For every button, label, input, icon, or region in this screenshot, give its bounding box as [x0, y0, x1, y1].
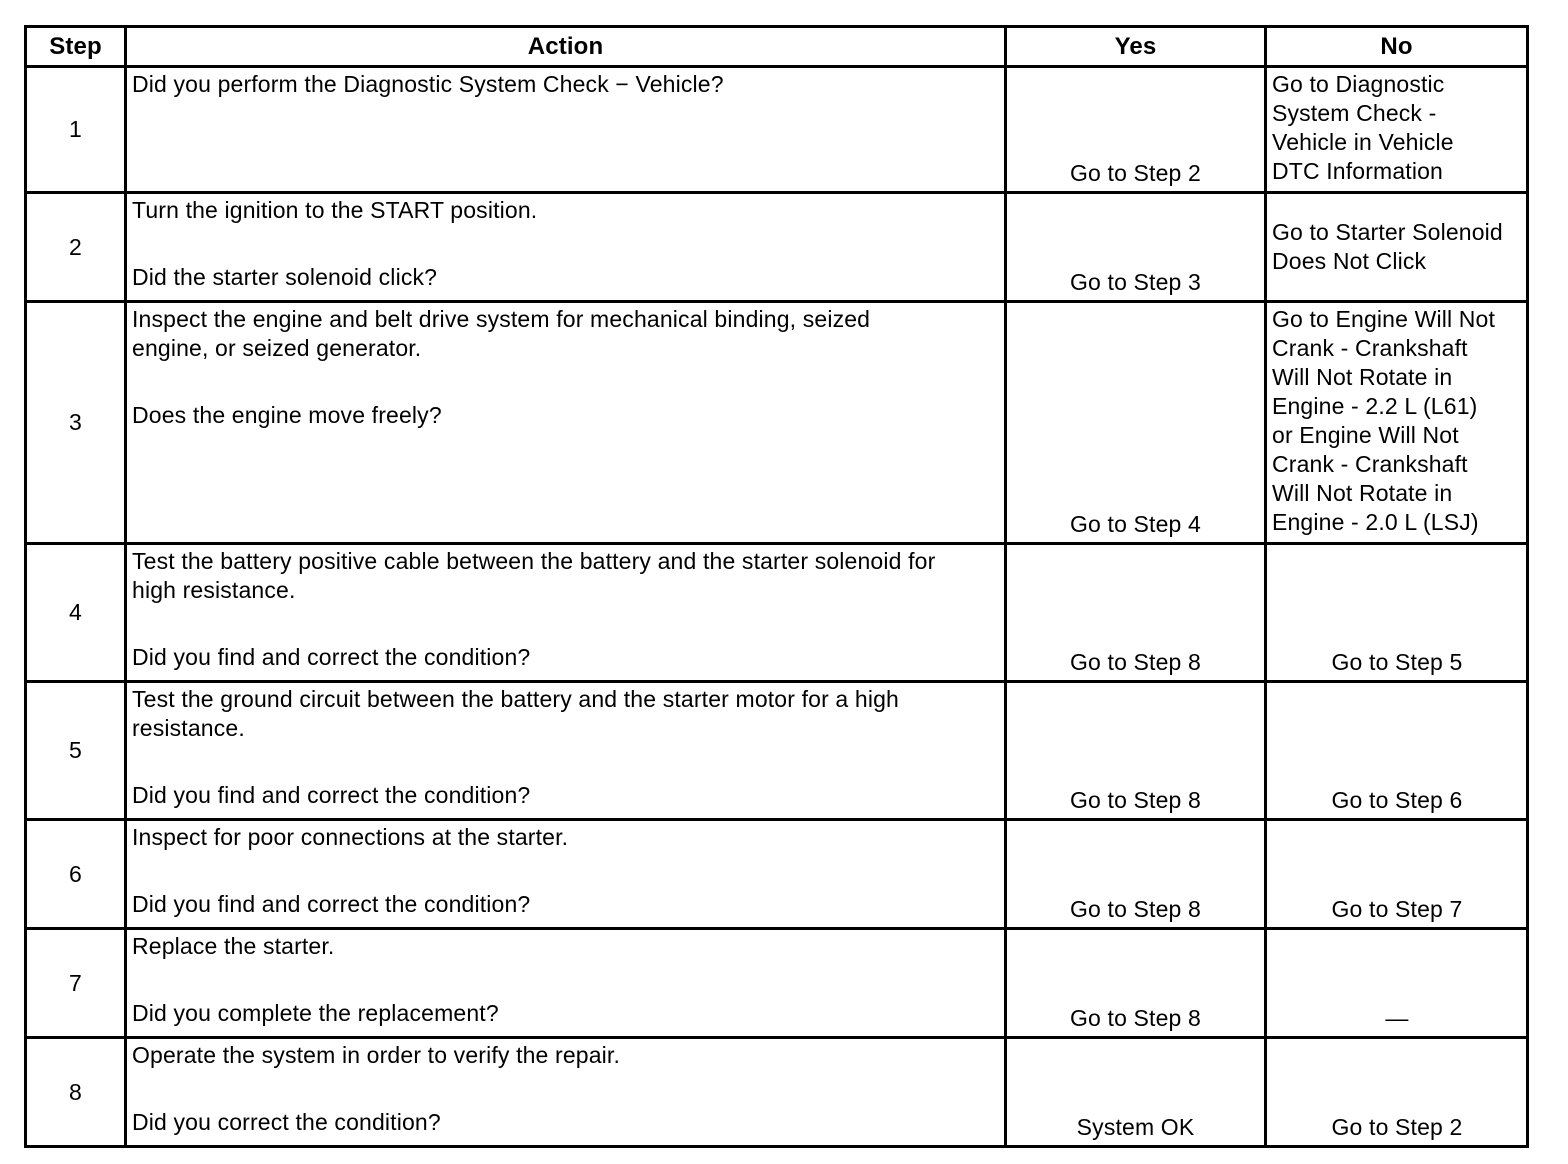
no-cell: Go to Step 2 [1266, 1038, 1528, 1147]
table-row [26, 67, 1528, 193]
action-text: Test the ground circuit between the battery and the starter motor for a high [132, 686, 899, 712]
no-text: Go to Diagnostic [1272, 71, 1445, 97]
action-cell [126, 544, 1006, 682]
no-text: Go to Starter Solenoid [1272, 219, 1503, 245]
no-text: or Engine Will Not [1272, 422, 1459, 448]
table-row [26, 820, 1528, 929]
step-number: 8 [26, 1038, 126, 1147]
no-text: Go to Engine Will Not [1272, 306, 1496, 332]
action-question: Does the engine move freely? [132, 402, 442, 428]
step-number: 2 [26, 193, 126, 302]
action-question: Did you complete the replacement? [132, 1000, 499, 1026]
yes-cell: Go to Step 8 [1006, 820, 1266, 929]
step-number: 7 [26, 929, 126, 1038]
no-cell: Go to Step 5 [1266, 544, 1528, 682]
action-question: Did the starter solenoid click? [132, 264, 438, 290]
action-text: high resistance. [132, 577, 296, 603]
table-row [26, 544, 1528, 682]
no-text: Does Not Click [1272, 248, 1427, 274]
action-text: resistance. [132, 715, 245, 741]
step-number: 4 [26, 544, 126, 682]
action-text: Inspect for poor connections at the starter. [132, 824, 569, 850]
yes-cell: Go to Step 4 [1006, 302, 1266, 544]
table-row [26, 682, 1528, 820]
no-text: Engine - 2.0 L (LSJ) [1272, 509, 1479, 535]
action-text: Inspect the engine and belt drive system for mechanical binding, seized [132, 306, 871, 332]
action-cell [126, 67, 1006, 193]
yes-cell: Go to Step 8 [1006, 929, 1266, 1038]
action-question: Did you find and correct the condition? [132, 782, 531, 808]
no-text: Will Not Rotate in [1272, 480, 1453, 506]
no-text: Crank - Crankshaft [1272, 335, 1468, 361]
no-text: Vehicle in Vehicle [1272, 129, 1454, 155]
action-question: Did you find and correct the condition? [132, 644, 531, 670]
header-no: No [1266, 27, 1528, 67]
no-cell [1266, 302, 1528, 544]
action-text: Did you perform the Diagnostic System Check − Vehicle? [132, 71, 724, 97]
no-cell: Go to Step 7 [1266, 820, 1528, 929]
no-text: System Check - [1272, 100, 1437, 126]
no-text: Crank - Crankshaft [1272, 451, 1468, 477]
diagnostic-table [24, 25, 1529, 1148]
no-text: DTC Information [1272, 158, 1443, 184]
yes-cell: Go to Step 2 [1006, 67, 1266, 193]
yes-cell: Go to Step 8 [1006, 544, 1266, 682]
action-text: Operate the system in order to verify the repair. [132, 1042, 621, 1068]
action-text: Test the battery positive cable between the battery and the starter solenoid for [132, 548, 936, 574]
action-cell [126, 682, 1006, 820]
yes-cell: Go to Step 8 [1006, 682, 1266, 820]
yes-cell: System OK [1006, 1038, 1266, 1147]
table-row [26, 929, 1528, 1038]
no-cell [1266, 193, 1528, 302]
action-cell [126, 302, 1006, 544]
action-question: Did you find and correct the condition? [132, 891, 531, 917]
header-row [26, 27, 1528, 67]
table-row [26, 1038, 1528, 1147]
action-cell [126, 1038, 1006, 1147]
no-text: Will Not Rotate in [1272, 364, 1453, 390]
action-cell [126, 929, 1006, 1038]
action-text: Turn the ignition to the START position. [132, 197, 538, 223]
action-text: engine, or seized generator. [132, 335, 422, 361]
action-question: Did you correct the condition? [132, 1109, 441, 1135]
step-number: 3 [26, 302, 126, 544]
table-row [26, 193, 1528, 302]
step-number: 5 [26, 682, 126, 820]
no-cell [1266, 67, 1528, 193]
no-cell: Go to Step 6 [1266, 682, 1528, 820]
table-row [26, 302, 1528, 544]
action-cell [126, 820, 1006, 929]
header-step: Step [26, 27, 126, 67]
header-action: Action [126, 27, 1006, 67]
action-cell [126, 193, 1006, 302]
no-text: Engine - 2.2 L (L61) [1272, 393, 1478, 419]
step-number: 1 [26, 67, 126, 193]
header-yes: Yes [1006, 27, 1266, 67]
no-cell: — [1266, 929, 1528, 1038]
yes-cell: Go to Step 3 [1006, 193, 1266, 302]
action-text: Replace the starter. [132, 933, 335, 959]
step-number: 6 [26, 820, 126, 929]
